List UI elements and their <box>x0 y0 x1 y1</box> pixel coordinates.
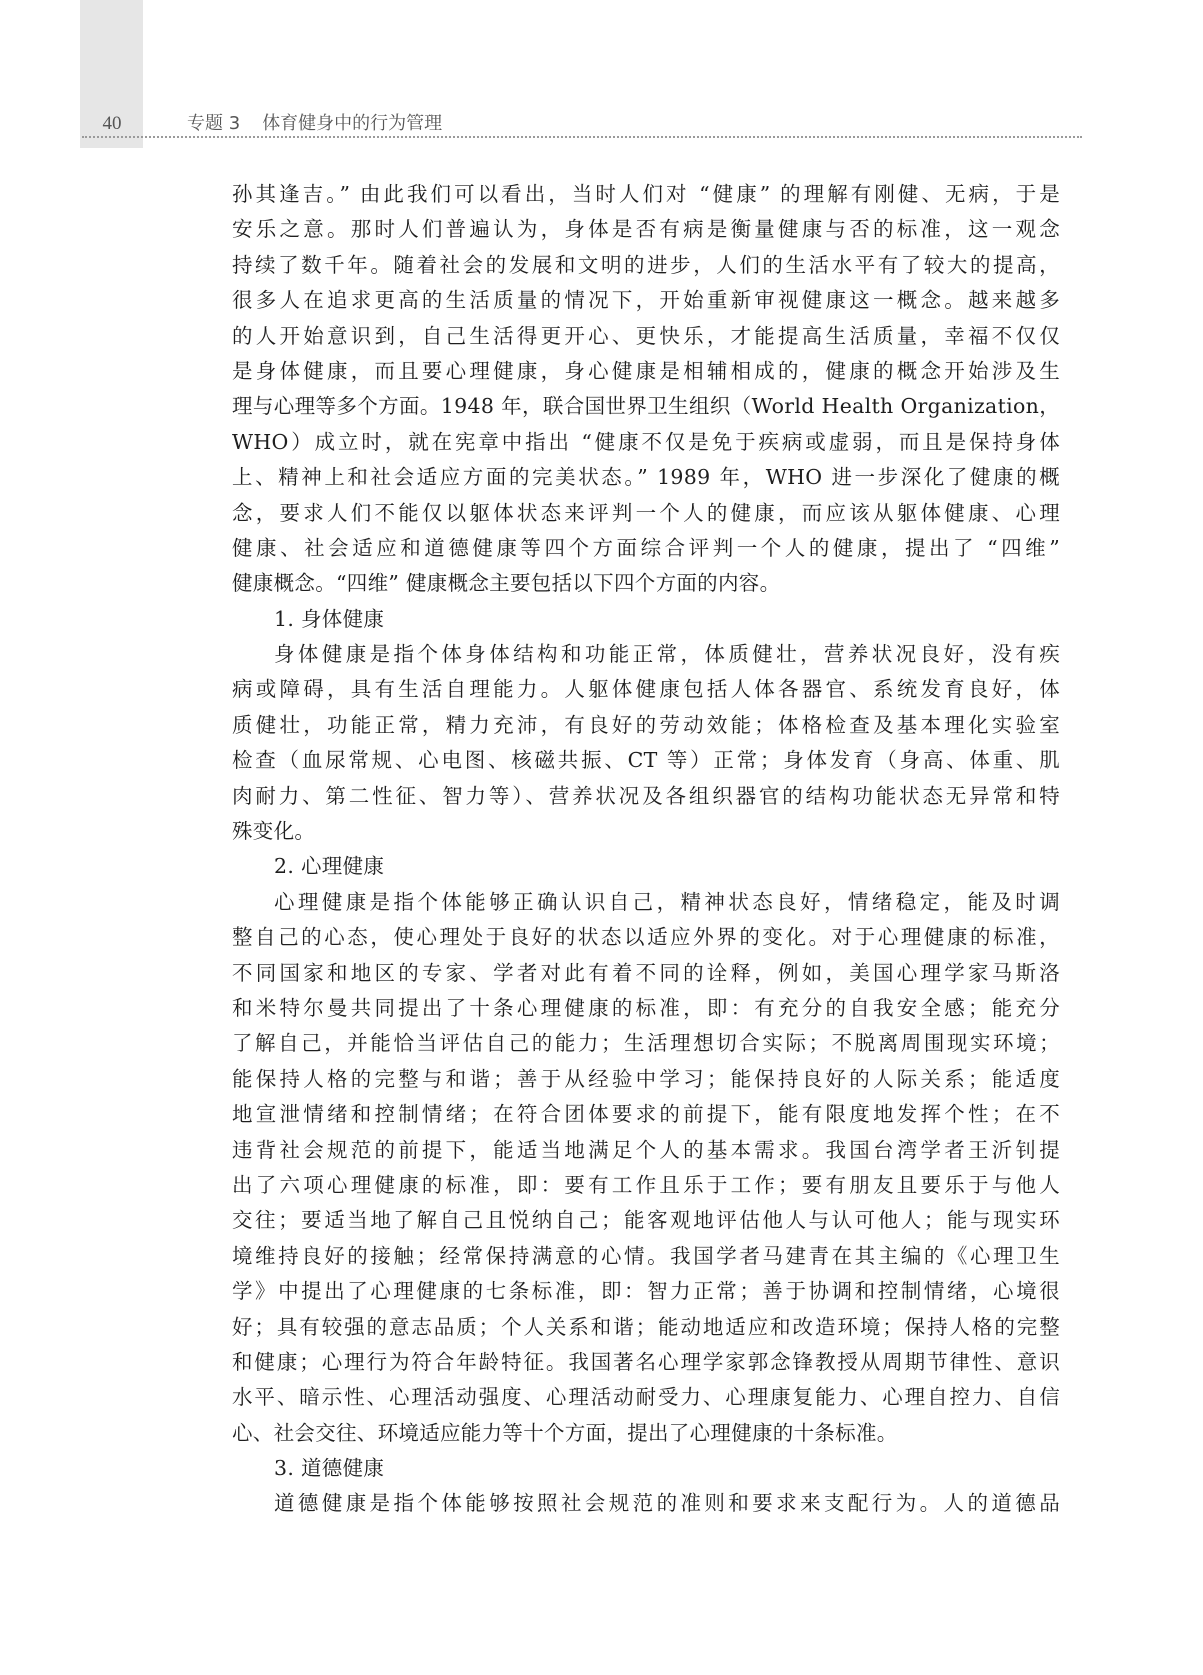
text-line: 和健康；心理行为符合年龄特征。我国著名心理学家郭念锋教授从周期节律性、意识 <box>232 1349 1060 1374</box>
body-text <box>232 177 1060 1522</box>
page-number: 40 <box>102 113 122 134</box>
text-line: 是身体健康，而且要心理健康，身心健康是相辅相成的，健康的概念开始涉及生 <box>232 358 1060 383</box>
chapter-title: 体育健身中的行为管理 <box>262 113 443 134</box>
section-heading: 1. 身体健康 <box>274 606 385 631</box>
text-line: 健康概念。“四维” 健康概念主要包括以下四个方面的内容。 <box>232 571 781 596</box>
text-line: 检查（血尿常规、心电图、核磁共振、CT 等）正常；身体发育（身高、体重、肌 <box>232 748 1060 773</box>
header-divider <box>82 136 1082 138</box>
text-line: 很多人在追求更高的生活质量的情况下，开始重新审视健康这一概念。越来越多 <box>232 288 1060 313</box>
text-line: 健康、社会适应和道德健康等四个方面综合评判一个人的健康，提出了 “四维” <box>232 535 1060 560</box>
text-line: 念，要求人们不能仅以躯体状态来评判一个人的健康，而应该从躯体健康、心理 <box>232 500 1060 525</box>
text-line: 和米特尔曼共同提出了十条心理健康的标准，即：有充分的自我安全感；能充分 <box>232 995 1060 1020</box>
text-line: 殊变化。 <box>232 819 316 844</box>
text-line: 境维持良好的接触；经常保持满意的心情。我国学者马建青在其主编的《心理卫生 <box>232 1243 1060 1268</box>
text-line: 病或障碍，具有生活自理能力。人躯体健康包括人体各器官、系统发育良好，体 <box>232 677 1060 702</box>
text-line: 违背社会规范的前提下，能适当地满足个人的基本需求。我国台湾学者王沂钊提 <box>232 1137 1060 1162</box>
text-line: 理与心理等多个方面。1948 年，联合国世界卫生组织（World Health Organization， <box>232 394 1060 419</box>
text-line: 心理健康是指个体能够正确认识自己，精神状态良好，情绪稳定，能及时调 <box>274 889 1060 914</box>
text-line: 身体健康是指个体身体结构和功能正常，体质健壮，营养状况良好，没有疾 <box>274 642 1060 667</box>
text-line: WHO）成立时，就在宪章中指出 “健康不仅是免于疾病或虚弱，而且是保持身体 <box>232 429 1060 454</box>
text-line: 肉耐力、第二性征、智力等）、营养状况及各组织器官的结构功能状态无异常和特 <box>232 783 1060 808</box>
text-line: 地宣泄情绪和控制情绪；在符合团体要求的前提下，能有限度地发挥个性；在不 <box>232 1102 1060 1127</box>
text-line: 孙其逢吉。” 由此我们可以看出，当时人们对 “健康” 的理解有刚健、无病，于是 <box>232 182 1060 206</box>
section-heading: 3. 道德健康 <box>274 1456 385 1481</box>
text-line: 出了六项心理健康的标准，即：要有工作且乐于工作；要有朋友且要乐于与他人 <box>232 1172 1060 1197</box>
text-line: 持续了数千年。随着社会的发展和文明的进步，人们的生活水平有了较大的提高， <box>232 252 1060 277</box>
text-line: 心、社会交往、环境适应能力等十个方面，提出了心理健康的十条标准。 <box>232 1420 898 1445</box>
text-line: 安乐之意。那时人们普遍认为，身体是否有病是衡量健康与否的标准，这一观念 <box>232 217 1060 242</box>
text-line: 交往；要适当地了解自己且悦纳自己；能客观地评估他人与认可他人；能与现实环 <box>232 1208 1060 1233</box>
text-line: 能保持人格的完整与和谐；善于从经验中学习；能保持良好的人际关系；能适度 <box>232 1066 1060 1091</box>
text-line: 道德健康是指个体能够按照社会规范的准则和要求来支配行为。人的道德品 <box>274 1491 1060 1516</box>
topic-label: 专题 3 <box>187 113 241 134</box>
text-line: 整自己的心态，使心理处于良好的状态以适应外界的变化。对于心理健康的标准， <box>232 925 1060 950</box>
text-line: 不同国家和地区的专家、学者对此有着不同的诠释，例如，美国心理学家马斯洛 <box>232 960 1060 985</box>
text-line: 的人开始意识到，自己生活得更开心、更快乐，才能提高生活质量，幸福不仅仅 <box>232 323 1060 348</box>
section-heading: 2. 心理健康 <box>274 854 385 879</box>
text-line: 质健壮，功能正常，精力充沛，有良好的劳动效能；体格检查及基本理化实验室 <box>232 712 1060 737</box>
text-line: 学》中提出了心理健康的七条标准，即：智力正常；善于协调和控制情绪，心境很 <box>232 1279 1060 1304</box>
text-line: 上、精神上和社会适应方面的完美状态。” 1989 年，WHO 进一步深化了健康的概 <box>232 465 1060 490</box>
running-head <box>187 110 442 138</box>
text-line: 好；具有较强的意志品质；个人关系和谐；能动地适应和改造环境；保持人格的完整 <box>232 1314 1060 1339</box>
text-line: 水平、暗示性、心理活动强度、心理活动耐受力、心理康复能力、心理自控力、自信 <box>232 1385 1060 1410</box>
text-line: 了解自己，并能恰当评估自己的能力；生活理想切合实际；不脱离周围现实环境； <box>232 1031 1060 1056</box>
